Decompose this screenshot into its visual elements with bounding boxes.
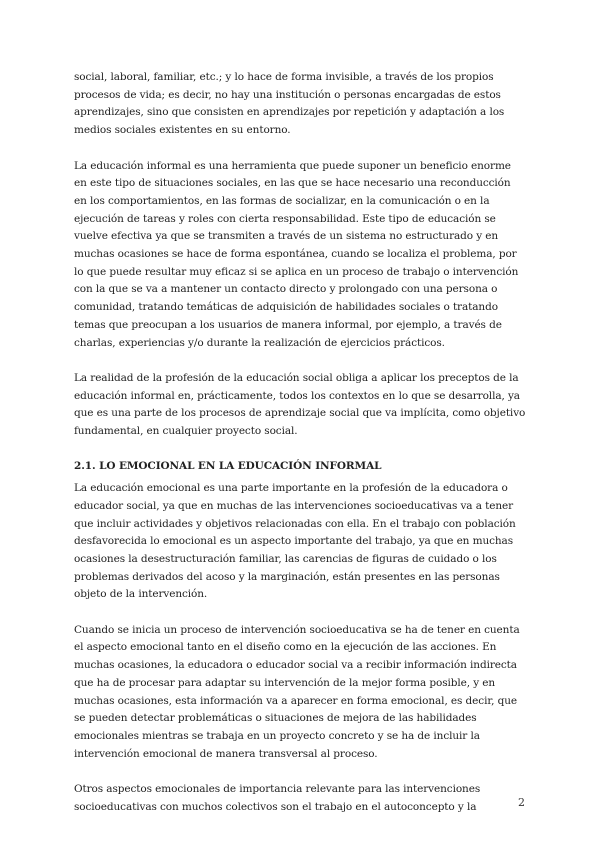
paragraph-3: La realidad de la profesión de la educación social obliga a aplicar los preceptos de la educación informal en, prácticamente, todos los contextos en lo que se desarrolla, ya que es una parte de los procesos de aprendizaje social que va implícita, como objetivo fundamental, en cualquier proyecto social. xyxy=(74,371,526,438)
page-number: 2 xyxy=(518,796,525,809)
paragraph-5: Cuando se inicia un proceso de intervención socioeducativa se ha de tener en cuenta el aspecto emocional tanto en el diseño como en la ejecución de las acciones. En muchas ocasiones, la educadora o educador social va a recibir información indirecta que ha de procesar para adaptar su intervención de la mejor forma posible, y en muchas ocasiones, esta información va a aparecer en forma emocional, es decir, que se pueden detectar problemáticas o situaciones de mejora de las habilidades emocionales mientras se trabaja en un proyecto concreto y se ha de incluir la intervención emocional de manera transversal al proceso. xyxy=(74,623,520,760)
paragraph-4: La educación emocional es una parte importante en la profesión de la educadora o educador social, ya que en muchas de las intervenciones socioeducativas va a tener que incluir actividades y objetivos relacionadas con ella. En el trabajo con población desfavorecida lo emocional es un aspecto importante del trabajo, ya que en muchas ocasiones la desestructuración familiar, las carencias de figuras de cuidado o los problemas derivados del acoso y la marginación, están presentes en las personas objeto de la intervención. xyxy=(74,482,516,601)
paragraph-6: Otros aspectos emocionales de importancia relevante para las intervenciones socioeducativas con muchos colectivos son el trabajo en el autoconcepto y la xyxy=(74,783,481,813)
paragraph-2: La educación informal es una herramienta que puede suponer un beneficio enorme en este tipo de situaciones sociales, en las que se hace necesario una reconducción en los comportamientos, en las formas de socializar, en la comunicación o en la ejecución de tareas y roles con cierta responsabilidad. Este tipo de educación se vuelve efectiva ya que se transmiten a través de un sistema no estructurado y en muchas ocasiones se hace de forma espontánea, cuando se localiza el problema, por lo que puede resultar muy eficaz si se aplica en un proceso de trabajo o intervención con la que se va a mantener un contacto directo y prolongado con una persona o comunidad, tratando temáticas de adquisición de habilidades sociales o tratando temas que preocupan a los usuarios de manera informal, por ejemplo, a través de charlas, experiencias y/o durante la realización de ejercicios prácticos. xyxy=(74,159,519,349)
paragraph-1: social, laboral, familiar, etc.; y lo hace de forma invisible, a través de los propios procesos de vida; es decir, no hay una institución o personas encargadas de estos aprendizajes, sino que consisten en aprendizajes por repetición y adaptación a los medios sociales existentes en su entorno. xyxy=(74,71,505,137)
page-body xyxy=(74,69,526,834)
section-heading: 2.1. LO EMOCIONAL EN LA EDUCACIÓN INFORMAL xyxy=(74,460,382,473)
